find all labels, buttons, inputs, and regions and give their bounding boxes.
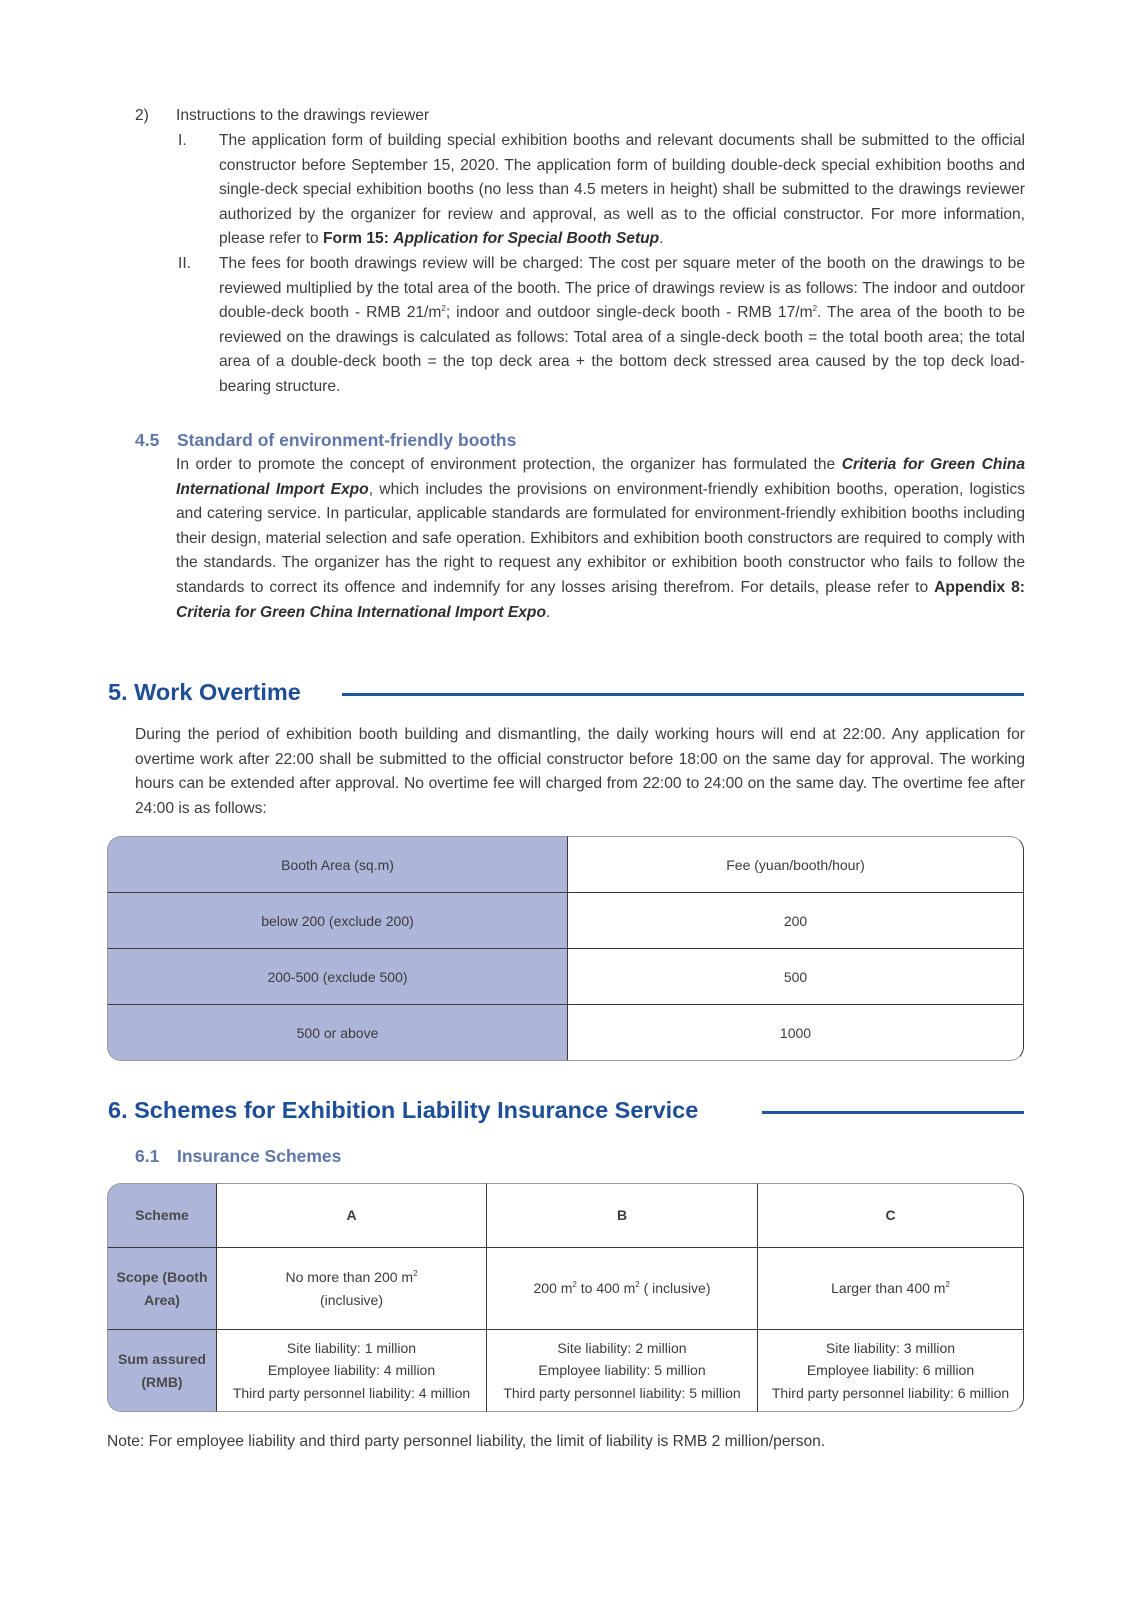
scope-text: ( inclusive) <box>639 1280 711 1297</box>
item-i-paragraph <box>219 129 1025 252</box>
row-header: Sum assured (RMB) <box>107 1330 217 1412</box>
site-liability: Site liability: 3 million <box>825 1339 956 1356</box>
row-header: Scheme <box>107 1183 217 1248</box>
overtime-fee-table <box>107 836 1024 1061</box>
paragraph-end: . <box>545 603 551 621</box>
section-5-heading: 5. Work Overtime <box>108 679 301 705</box>
scope-text: to 400 m <box>576 1280 636 1297</box>
employee-liability: Employee liability: 5 million <box>538 1362 706 1379</box>
scheme-c-header: C <box>758 1183 1024 1248</box>
employee-liability: Employee liability: 4 million <box>267 1362 436 1379</box>
paragraph-text: , which includes the provisions on environment-friendly exhibition booths, operation, logistics and catering service. In particular, applicable standards are formulated for environment-friendly exhibition booths including their design, material selection and safe operation. Exhibitors and exhibition booth constructors are required to comply with the standards. The organizer has the right to request any exhibitor or exhibition booth constructor who fails to follow the standards to correct its offence and indemnify for any losses arising therefrom. For details, please refer to <box>176 480 1026 596</box>
row-header: Scope (Booth Area) <box>107 1248 217 1330</box>
scope-text: Larger than 400 m <box>831 1280 946 1297</box>
scheme-row <box>107 1183 1024 1248</box>
sum-assured-a-cell <box>217 1330 487 1412</box>
fee-cell: 500 <box>568 949 1024 1005</box>
superscript: 2 <box>635 1280 640 1290</box>
booth-area-cell: 200-500 (exclude 500) <box>107 949 568 1005</box>
criteria-title: Criteria for Green China International Import Expo <box>176 456 1025 498</box>
sum-assured-row <box>107 1330 1024 1412</box>
site-liability: Site liability: 2 million <box>557 1339 687 1356</box>
table-row <box>107 893 1024 949</box>
scheme-a-header: A <box>217 1183 487 1248</box>
scope-a-cell <box>217 1248 487 1330</box>
insurance-schemes-table <box>107 1183 1024 1412</box>
third-party-liability: Third party personnel liability: 5 million <box>503 1384 741 1401</box>
employee-liability: Employee liability: 6 million <box>806 1362 975 1379</box>
section-number: 4.5 <box>135 430 160 450</box>
third-party-liability: Third party personnel liability: 6 million <box>771 1384 1010 1401</box>
superscript: 2 <box>945 1280 950 1290</box>
form-15-title: Application for Special Booth Setup <box>393 230 660 248</box>
superscript: 2 <box>812 304 818 314</box>
third-party-liability: Third party personnel liability: 4 million <box>232 1384 471 1401</box>
list-title: Instructions to the drawings reviewer <box>176 107 430 124</box>
appendix-ref: Appendix 8: <box>934 578 1025 596</box>
section-4-5-paragraph <box>176 453 1025 625</box>
item-ii-text-2: ; indoor and outdoor single-deck booth - RMB 17/m <box>445 304 813 322</box>
item-i-end: . <box>659 230 664 248</box>
item-numeral: II. <box>178 255 191 272</box>
insurance-note: Note: For employee liability and third party personnel liability, the limit of liability is RMB 2 million/person. <box>107 1433 826 1450</box>
paragraph-text: In order to promote the concept of environment protection, the organizer has formulated the <box>176 456 842 473</box>
section-title: Standard of environment-friendly booths <box>177 430 517 450</box>
scope-b-cell <box>487 1248 758 1330</box>
superscript: 2 <box>413 1269 418 1278</box>
fee-cell: 200 <box>568 893 1024 949</box>
table-header-row <box>107 836 1024 893</box>
column-header: Fee (yuan/booth/hour) <box>568 836 1024 893</box>
superscript: 2 <box>572 1280 577 1290</box>
section-6-heading: 6. Schemes for Exhibition Liability Insurance Service <box>108 1097 699 1123</box>
heading-rule <box>342 693 1024 696</box>
item-ii-text-3: . The area of the booth to be reviewed on the drawings is calculated as follows: Total area of a single-deck booth = the total booth area; the total area of a double-deck booth = the top deck area + the bottom deck stressed area caused by the top deck load-bearing structure. <box>219 304 1026 395</box>
heading-rule <box>762 1111 1024 1114</box>
item-i-text: The application form of building special exhibition booths and relevant documents shall be submitted to the official constructor before September 15, 2020. The application form of building double-deck special exhibition booths and single-deck special exhibition booths (no less than 4.5 meters in height) shall be submitted to the drawings reviewer authorized by the organizer for review and approval, as well as to the official constructor. For more information, please refer to <box>219 132 1025 248</box>
section-6-1-heading <box>135 1146 341 1167</box>
section-4-5-heading <box>135 430 516 451</box>
list-number: 2) <box>135 107 149 124</box>
booth-area-cell: below 200 (exclude 200) <box>107 893 568 949</box>
superscript: 2 <box>441 304 446 314</box>
scope-text: (inclusive) <box>319 1291 383 1308</box>
column-header: Booth Area (sq.m) <box>107 836 568 893</box>
section-number: 6.1 <box>135 1146 160 1166</box>
table-row <box>107 1005 1024 1061</box>
item-numeral: I. <box>178 132 187 149</box>
scope-c-cell <box>758 1248 1024 1330</box>
sum-assured-b-cell <box>487 1330 758 1412</box>
scope-text: 200 m <box>533 1280 573 1297</box>
sum-assured-c-cell <box>758 1330 1024 1412</box>
site-liability: Site liability: 1 million <box>286 1339 417 1356</box>
item-ii-paragraph <box>219 252 1025 400</box>
appendix-title: Criteria for Green China International Import Expo <box>176 603 546 621</box>
section-title: Insurance Schemes <box>177 1146 342 1166</box>
fee-cell: 1000 <box>568 1005 1024 1061</box>
booth-area-cell: 500 or above <box>107 1005 568 1061</box>
scope-text: No more than 200 m <box>285 1269 414 1285</box>
table-row <box>107 949 1024 1005</box>
scope-row <box>107 1248 1024 1330</box>
section-5-paragraph: During the period of exhibition booth building and dismantling, the daily working hours will end at 22:00. Any application for overtime work after 22:00 shall be submitted to the official constructor before 18:00 on the same day for approval. The working hours can be extended after approval. No overtime fee will charged from 22:00 to 24:00 on the same day. The overtime fee after 24:00 is as follows: <box>135 726 1025 817</box>
item-ii-text-1: The fees for booth drawings review will be charged: The cost per square meter of the booth on the drawings to be reviewed multiplied by the total area of the booth. The price of drawings review is as follows: The indoor and outdoor double-deck booth - RMB 21/m <box>219 255 1025 322</box>
form-15-ref: Form 15: <box>323 230 389 248</box>
scheme-b-header: B <box>487 1183 758 1248</box>
